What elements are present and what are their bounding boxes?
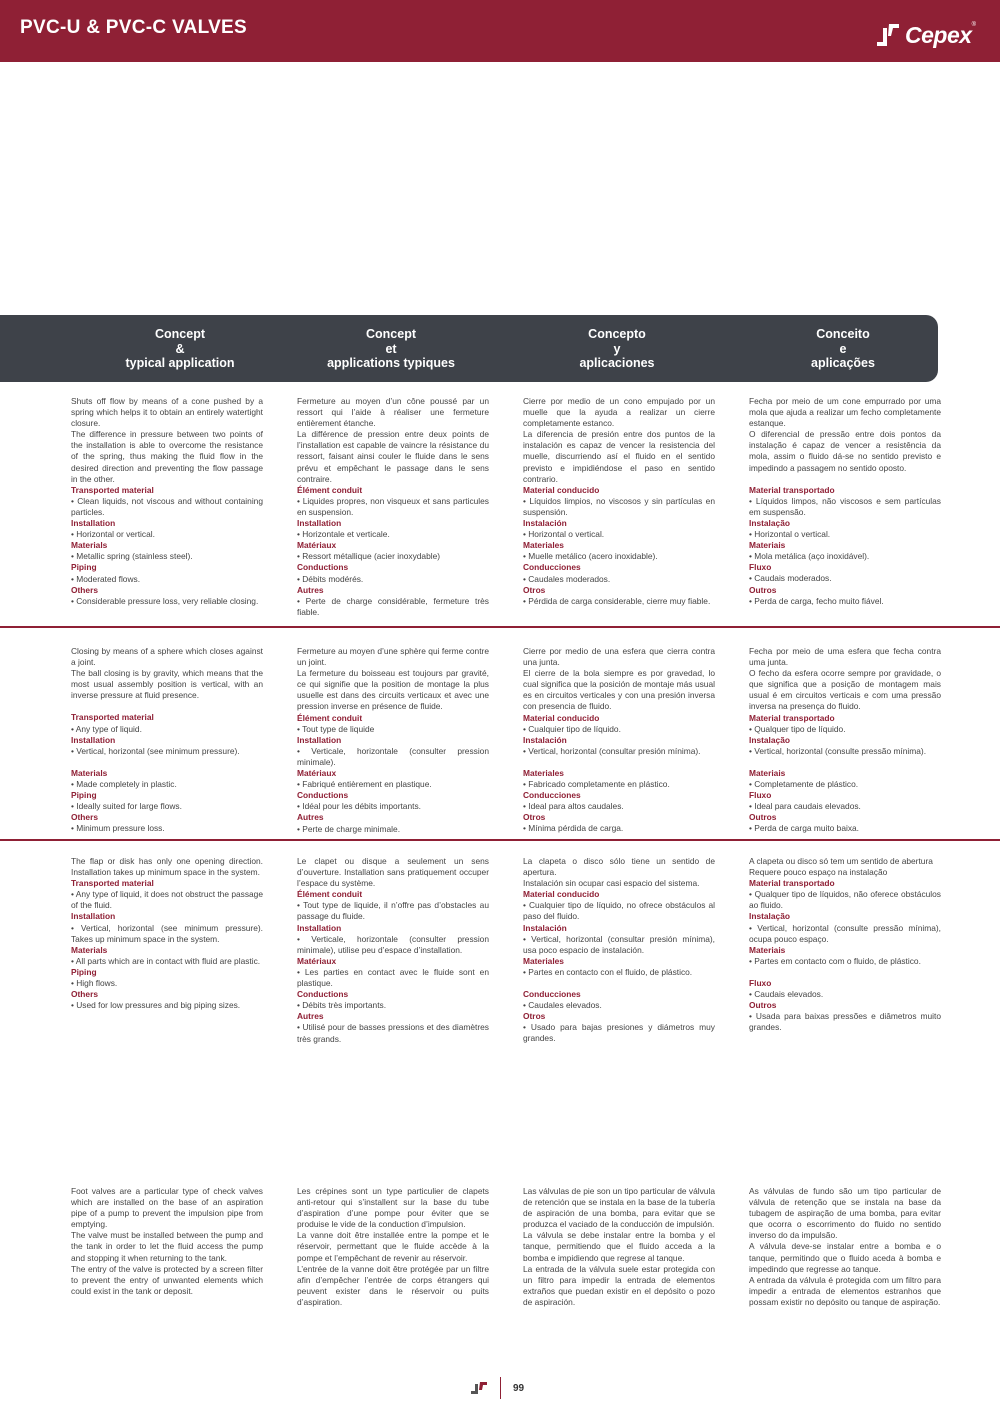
paragraph: El cierre de la bola siempre es por gravedad, lo cual significa que la posición de montaje más usual es en circuitos verticales y con una presión inversa con presencia de fluido.: [523, 668, 715, 712]
paragraph: • Moderated flows.: [71, 573, 141, 584]
paragraph: • Made completely in plastic.: [71, 778, 177, 789]
paragraph: La vanne doit être installée entre la pompe et le réservoir, permettant que le fluide accède à la pompe et l’empêchant de revenir au réservoir.: [297, 1230, 489, 1263]
section-heading: Conductions: [297, 989, 349, 1000]
section-heading: Others: [71, 989, 98, 1000]
paragraph: Shuts off flow by means of a cone pushed by a spring which helps it to obtain an entirely watertight closure.: [71, 396, 263, 429]
section-heading: Matériaux: [297, 955, 337, 966]
paragraph: • Used for low pressures and big piping sizes.: [71, 1000, 241, 1011]
paragraph: • Vertical, horizontal (consulte pressão mínima).: [749, 745, 927, 756]
section-heading: Installation: [297, 734, 342, 745]
paragraph: • Perte de charge minimale.: [297, 823, 401, 834]
section-heading: Material transportado: [749, 484, 835, 495]
section-heading: Instalação: [749, 911, 790, 922]
section-heading: Materials: [71, 944, 108, 955]
paragraph: The valve must be installed between the pump and the tank in order to let the fluid access the pump and stopping it when returning to the tank.: [71, 1230, 263, 1263]
paragraph: • Caudales elevados.: [523, 1000, 602, 1011]
paragraph: • Mola metálica (aço inoxidável).: [749, 551, 870, 562]
paragraph: Fecha por meio de uma esfera que fecha contra uma junta.: [749, 646, 941, 668]
column-headers: [0, 315, 938, 382]
section-divider: [0, 839, 1000, 841]
section-heading: Others: [71, 584, 98, 595]
paragraph: • Perte de charge considérable, fermeture très fiable.: [297, 595, 489, 617]
section-heading: Materiais: [749, 767, 786, 778]
section-heading: Fluxo: [749, 562, 772, 573]
text-column: [71, 646, 263, 834]
paragraph: • Considerable pressure loss, very reliable closing.: [71, 595, 259, 606]
paragraph: • Any type of liquid, it does not obstruct the passage of the fluid.: [71, 889, 263, 911]
spacer: [523, 757, 715, 768]
spacer: [749, 757, 941, 768]
section-heading: Autres: [297, 1011, 324, 1022]
paragraph: Fecha por meio de um cone empurrado por uma mola que ajuda a realizar um fecho completamente estanque.: [749, 396, 941, 429]
section-heading: Installation: [71, 734, 116, 745]
paragraph: • Horizontal o vertical.: [749, 529, 831, 540]
page-title: PVC-U & PVC-C VALVES: [20, 17, 247, 38]
section-heading: Outros: [749, 812, 777, 823]
text-column: [71, 1186, 263, 1297]
text-column: [71, 856, 263, 1011]
section-heading: Conductions: [297, 790, 349, 801]
paragraph: • Caudales moderados.: [523, 573, 611, 584]
spacer: [71, 701, 263, 712]
section-heading: Piping: [71, 562, 97, 573]
paragraph: • High flows.: [71, 978, 118, 989]
paragraph: Requere pouco espaço na instalação: [749, 867, 888, 878]
paragraph: • Verticale, horizontale (consulter pression minimale).: [297, 745, 489, 767]
paragraph: Cierre por medio de un cono empujado por un muelle que la ayuda a realizar un cierre completamente estanco.: [523, 396, 715, 429]
paragraph: • Les parties en contact avec le fluide sont en plastique.: [297, 966, 489, 989]
section-heading: Installation: [71, 518, 116, 529]
paragraph: • Idéal pour les débits importants.: [297, 801, 421, 812]
paragraph: • Perda de carga, fecho muito fiável.: [749, 595, 884, 606]
paragraph: • Fabricado completamente en plástico.: [523, 779, 670, 790]
paragraph: Les crépines sont un type particulier de clapets anti-retour qui s’installent sur la base du tube d’aspiration d’une pompe pour éviter que se produise le vide de la conduction d’impulsion.: [297, 1186, 489, 1230]
paragraph: O diferencial de pressão entre dois pontos da instalação é capaz de vencer a resistência da mola, assim o fluido dá-se no sentido previsto e impedindo a passagem no sentido oposto.: [749, 429, 941, 473]
paragraph: Instalación sin ocupar casi espacio del sistema.: [523, 878, 700, 889]
paragraph: A válvula deve-se instalar entre a bomba e o tanque, permitindo que o fluido aceda à bomba e impedindo que regresse ao tanque.: [749, 1241, 941, 1274]
paragraph: • Caudais elevados.: [749, 989, 824, 1000]
text-column: [523, 396, 715, 607]
section-heading: Conducciones: [523, 790, 581, 801]
paragraph: • Minimum pressure loss.: [71, 823, 165, 834]
paragraph: Closing by means of a sphere which closes against a joint.: [71, 646, 263, 668]
paragraph: • Usada para baixas pressões e diâmetros muito grandes.: [749, 1011, 941, 1033]
text-column: [297, 1186, 489, 1308]
paragraph: • Usado para bajas presiones y diámetros muy grandes.: [523, 1022, 715, 1044]
section-heading: Autres: [297, 584, 324, 595]
section-heading: Piping: [71, 790, 97, 801]
paragraph: • Any type of liquid.: [71, 723, 142, 734]
section-heading: Material conducido: [523, 484, 600, 495]
section-heading: Élément conduit: [297, 712, 363, 723]
section-heading: Matériaux: [297, 768, 337, 779]
paragraph: • Utilisé pour de basses pressions et des diamètres très grands.: [297, 1022, 489, 1044]
spacer: [71, 757, 263, 768]
paragraph: • Tout type de liquide, il n’offre pas d’obstacles au passage du fluide.: [297, 900, 489, 922]
section-heading: Conducciones: [523, 562, 581, 573]
paragraph: • Caudais moderados.: [749, 573, 832, 584]
brand-logo: [875, 20, 976, 50]
paragraph: • Qualquer tipo de líquidos, não oferece obstáculos ao fluido.: [749, 889, 941, 911]
section-heading: Installation: [71, 911, 116, 922]
text-column: [297, 856, 489, 1045]
paragraph: • Líquidos limpios, no viscosos y sin partículas en suspensión.: [523, 495, 715, 517]
paragraph: • Líquidos limpos, não viscosos e sem partículas em suspensão.: [749, 495, 941, 517]
section-heading: Transported material: [71, 878, 154, 889]
cepex-logo-icon: [875, 22, 901, 48]
paragraph: La différence de pression entre deux points de l’installation est capable de vaincre la résistance du ressort, faisant ainsi couler le fluide dans le sens prévu et empêchant le passage dans le sens contraire.: [297, 429, 489, 484]
section-heading: Otros: [523, 812, 546, 823]
section-heading: Instalación: [523, 518, 567, 529]
text-column: [749, 1186, 941, 1308]
paragraph: Foot valves are a particular type of check valves which are installed on the base of an aspiration pipe of a pump to prevent the impulsion pipe from emptying.: [71, 1186, 263, 1230]
paragraph: • Pérdida de carga considerable, cierre muy fiable.: [523, 595, 711, 606]
paragraph: • Cualquier tipo de líquido.: [523, 723, 621, 734]
paragraph: • Muelle metálico (acero inoxidable).: [523, 551, 658, 562]
header-fr: Concept et applications typiques: [327, 327, 455, 370]
section-heading: Instalação: [749, 734, 790, 745]
paragraph: • Liquides propres, non visqueux et sans particules en suspension.: [297, 495, 489, 517]
paragraph: • Mínima pérdida de carga.: [523, 823, 624, 834]
paragraph: Las válvulas de pie son un tipo particular de válvula de retención que se instala en la base de la tubería de aspiración de una bomba, para evitar que se produzca el vaciado de la conducción de impulsión.: [523, 1186, 715, 1230]
text-column: [749, 646, 941, 835]
section-heading: Material conducido: [523, 712, 600, 723]
section-heading: Otros: [523, 1011, 546, 1022]
section-heading: Instalación: [523, 922, 567, 933]
paragraph: The entry of the valve is protected by a screen filter to prevent the entry of unwanted elements which could exist in the tank or deposit.: [71, 1263, 263, 1296]
paragraph: • Vertical, horizontal (see minimum pressure). Takes up minimum space in the system.: [71, 922, 263, 944]
paragraph: • Ideal para caudais elevados.: [749, 801, 861, 812]
registered-mark: ®: [971, 22, 976, 28]
section-heading: Matériaux: [297, 540, 337, 551]
paragraph: • Partes em contacto com o fluido, de plástico.: [749, 955, 921, 966]
paragraph: • Vertical, horizontal (consultar presión mínima), usa poco espacio de instalación.: [523, 933, 715, 955]
section-heading: Materiais: [749, 944, 786, 955]
section-heading: Material transportado: [749, 878, 835, 889]
paragraph: Le clapet ou disque a seulement un sens d’ouverture. Installation sans pratiquement occuper l’espace du système.: [297, 856, 489, 889]
section-heading: Instalação: [749, 517, 790, 528]
paragraph: • Cualquier tipo de líquido, no ofrece obstáculos al paso del fluido.: [523, 900, 715, 922]
paragraph: As válvulas de fundo são um tipo particular de válvula de retenção que se instala na base da tubagem de aspiração de uma bomba, para evitar que ocorra o escorrimento do fluido no sentido inverso do da impulsão.: [749, 1186, 941, 1241]
spacer: [749, 474, 941, 485]
text-column: [749, 856, 941, 1033]
text-column: [749, 396, 941, 607]
paragraph: Cierre por medio de una esfera que cierra contra una junta.: [523, 646, 715, 668]
section-heading: Conducciones: [523, 989, 581, 1000]
paragraph: The ball closing is by gravity, which means that the most usual assembly position is vertical, with an inverse pressure at fluid presence.: [71, 668, 263, 701]
paragraph: • Clean liquids, not viscous and without containing particles.: [71, 495, 263, 517]
text-column: [523, 1186, 715, 1308]
section-heading: Transported material: [71, 712, 154, 723]
paragraph: La entrada de la válvula suele estar protegida con un filtro para impedir la entrada de elementos extraños que puedan existir en el depósito o pozo de aspiración.: [523, 1263, 715, 1307]
paragraph: • Horizontal o vertical.: [523, 529, 605, 540]
paragraph: • Qualquer tipo de líquido.: [749, 723, 846, 734]
paragraph: • Tout type de liquide: [297, 723, 375, 734]
paragraph: • Débits très importants.: [297, 1000, 387, 1011]
paragraph: A clapeta ou disco só tem um sentido de abertura: [749, 856, 933, 866]
paragraph: • Vertical, horizontal (see minimum pressure).: [71, 745, 240, 756]
text-column: [297, 646, 489, 835]
paragraph: Fermeture au moyen d’un cône poussé par un ressort qui l’aide à réaliser une fermeture entièrement étanche.: [297, 396, 489, 429]
header-en: Concept & typical application: [125, 327, 235, 370]
paragraph: • Metallic spring (stainless steel).: [71, 551, 193, 562]
text-column: [297, 396, 489, 618]
section-heading: Materials: [71, 767, 108, 778]
section-heading: Material conducido: [523, 889, 600, 900]
paragraph: Fermeture au moyen d’une sphère qui ferme contre un joint.: [297, 646, 489, 668]
section-heading: Conductions: [297, 562, 349, 573]
paragraph: • Perda de carga muito baixa.: [749, 823, 860, 834]
header-es: Concepto y aplicaciones: [579, 327, 655, 370]
paragraph: • Horizontal or vertical.: [71, 529, 155, 540]
spacer: [523, 978, 715, 989]
paragraph: • Ideally suited for large flows.: [71, 801, 182, 812]
paragraph: • Verticale, horizontale (consulter pression minimale), utilise peu d’espace d’installation.: [297, 933, 489, 955]
section-heading: Materiales: [523, 955, 564, 966]
section-heading: Materiales: [523, 767, 564, 778]
section-heading: Otros: [523, 584, 546, 595]
header-pt: Conceito e aplicações: [811, 327, 875, 370]
paragraph: La diferencia de presión entre dos puntos de la instalación es capaz de vencer la resistencia del muelle, discurriendo así el fluido en el sentido previsto e impidiéndose el paso en sentido contrario.: [523, 429, 715, 484]
paragraph: • Completamente de plástico.: [749, 779, 859, 790]
spacer: [749, 967, 941, 978]
section-heading: Materiais: [749, 540, 786, 551]
section-heading: Instalación: [523, 734, 567, 745]
section-heading: Piping: [71, 966, 97, 977]
section-heading: Autres: [297, 812, 324, 823]
paragraph: La válvula se debe instalar entre la bomba y el tanque, permitiendo que el fluido acceda a la bomba e impidiendo que regrese al tanque.: [523, 1230, 715, 1263]
text-column: [71, 396, 263, 607]
paragraph: • Ressort métallique (acier inoxydable): [297, 551, 441, 562]
text-column: [523, 856, 715, 1045]
footer-divider: [500, 1377, 501, 1399]
section-heading: Outros: [749, 584, 777, 595]
paragraph: • Partes en contacto con el fluido, de plástico.: [523, 966, 693, 977]
logo-wordmark: Cepex: [905, 21, 972, 48]
section-heading: Materials: [71, 540, 108, 551]
footer-logo-icon: [470, 1381, 488, 1395]
paragraph: L’entrée de la vanne doit être protégée par un filtre afin d’empêcher l’entrée de corps étrangers qui peuvent exister dans le réservoir ou puits d’aspiration.: [297, 1263, 489, 1307]
section-heading: Fluxo: [749, 977, 772, 988]
text-column: [523, 646, 715, 835]
paragraph: • All parts which are in contact with fluid are plastic.: [71, 955, 261, 966]
paragraph: • Vertical, horizontal (consulte pressão mínima), ocupa pouco espaço.: [749, 922, 941, 944]
section-heading: Fluxo: [749, 790, 772, 801]
section-heading: Élément conduit: [297, 484, 363, 495]
paragraph: La clapeta o disco sólo tiene un sentido de apertura.: [523, 856, 715, 878]
top-banner: [0, 0, 1000, 62]
paragraph: A entrada da válvula é protegida com um filtro para impedir a entrada de elementos estranhos que possam existir no depósito ou tanque de aspiração.: [749, 1274, 941, 1307]
paragraph: The difference in pressure between two points of the installation is able to overcome the resistance of the spring, thus making the fluid flow in the desired direction and preventing the flow passage in the other.: [71, 429, 263, 484]
section-heading: Outros: [749, 1000, 777, 1011]
paragraph: O fecho da esfera ocorre sempre por gravidade, o que significa que a posição de montagem mais usual é em circuitos verticais e com uma pressão inversa na presença do fluido.: [749, 668, 941, 712]
page-number: 99: [513, 1383, 525, 1394]
section-heading: Transported material: [71, 484, 154, 495]
section-heading: Installation: [297, 518, 342, 529]
section-heading: Materiales: [523, 540, 564, 551]
paragraph: • Vertical, horizontal (consultar presión mínima).: [523, 745, 701, 756]
section-divider: [0, 626, 1000, 628]
section-heading: Others: [71, 812, 98, 823]
section-heading: Material transportado: [749, 712, 835, 723]
paragraph: • Ideal para altos caudales.: [523, 801, 624, 812]
section-heading: Installation: [297, 922, 342, 933]
paragraph: La fermeture du boisseau est toujours par gravité, ce qui signifie que la position de montage la plus usuelle est dans des circuits verticaux et avec une pression inverse en présence de fluide.: [297, 668, 489, 712]
paragraph: • Horizontale et verticale.: [297, 529, 390, 540]
section-heading: Élément conduit: [297, 889, 363, 900]
paragraph: The flap or disk has only one opening direction. Installation takes up minimum space in the system.: [71, 856, 263, 878]
paragraph: • Fabriqué entièrement en plastique.: [297, 779, 432, 790]
paragraph: • Débits modérés.: [297, 573, 364, 584]
